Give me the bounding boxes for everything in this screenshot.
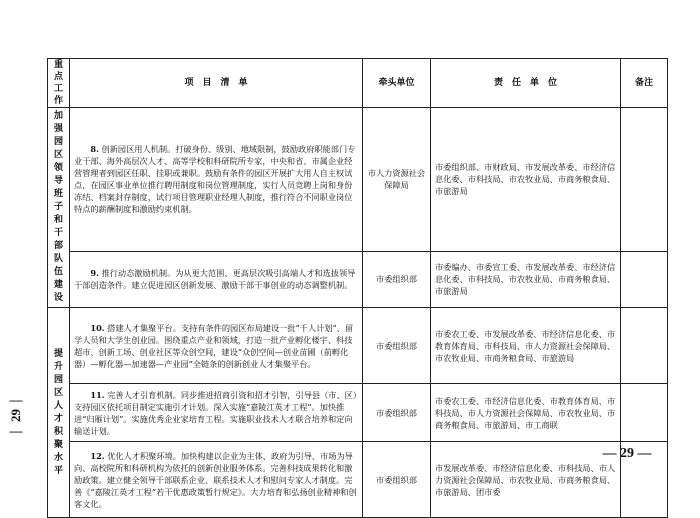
- task-number: 12.: [90, 450, 105, 461]
- note-cell: [621, 251, 668, 307]
- task-cell: [70, 251, 363, 307]
- table-row: [48, 108, 668, 252]
- table-row: [48, 308, 668, 384]
- note-cell: [621, 308, 668, 384]
- table-row: [48, 384, 668, 442]
- task-text: 搭建人才集聚平台。支持有条件的园区布局建设一批“千人计划”、留学人员和大学生创业园。围绕重点产业和领域，打造一批产业孵化楼宇、科技超市、创新工场、创业社区等众创空间，建设“众创空间—创业苗圃（前孵化器）—孵化器—加速器—产业园”全链条的创新创业人才集聚平台。: [74, 322, 354, 369]
- responsible-units-cell: 市委组织部、市财政局、市发展改革委、市经济信息化委、市科技局、市农牧业局、市商务粮食局、市旅游局: [431, 108, 621, 252]
- header-tasks: 项 目 清 单: [70, 59, 363, 108]
- task-cell: [70, 442, 363, 518]
- side-page-number: — 29 —: [8, 392, 23, 438]
- responsible-units-cell: 市发展改革委、市经济信息化委、市科技局、市人力资源社会保障局、市农牧业局、市商务粮食局、市旅游局、团市委: [431, 442, 621, 518]
- lead-unit-cell: 市人力资源社会保障局: [363, 108, 431, 252]
- lead-unit-cell: 市委组织部: [363, 384, 431, 442]
- table-row: [48, 251, 668, 307]
- task-cell: [70, 308, 363, 384]
- table-row: [48, 442, 668, 518]
- task-text: 创新园区用人机制。打破身份、级别、地域限制，鼓励政府职能部门专业干部、海外高层次人才、高等学校和科研院所专家，中央和省、市属企业经营管理者到园区任职、挂职或兼职。鼓励有条件的园区开展扩大用人自主权试点，在园区事业单位推行聘用制度和岗位管理制度，实行人员竞聘上岗和身份冻结、档案封存制度，试行项目管理职业经理人制度，推行符合不同职业岗位特点的薪酬制度和激励约束机制。: [74, 144, 356, 215]
- header-note: 备注: [621, 59, 668, 108]
- task-number: 11.: [90, 389, 105, 400]
- side-page-number-value: 29: [8, 409, 23, 422]
- footer-page-number: — 29 —: [602, 446, 652, 461]
- lead-unit-cell: 市委组织部: [363, 442, 431, 518]
- work-task-table: [47, 58, 668, 518]
- lead-unit-cell: 市委组织部: [363, 251, 431, 307]
- header-lead: 牵头单位: [363, 59, 431, 108]
- table-header-row: [48, 59, 668, 108]
- header-resp: 责 任 单 位: [431, 59, 621, 108]
- task-number: 8.: [90, 144, 99, 155]
- task-text: 优化人才积聚环境。加快构建以企业为主体、政府为引导、市场为导向、高校院所和科研机构为依托的创新创业服务体系。完善科技成果转化和激励政策。建立健全领导干部联系企业、联系技术人才和慰问专家人才制度。完善《“嘉陵江英才工程”若干优惠政策暂行规定》。大力培育和弘扬创业精神和创客文化。: [74, 450, 357, 509]
- responsible-units-cell: 市委农工委、市发展改革委、市经济信息化委、市教育体育局、市科技局、市人力资源社会保障局、市农牧业局、市商务粮食局、市旅游局: [431, 308, 621, 384]
- task-number: 9.: [90, 268, 99, 279]
- focus-cell: 提升园区人才积聚水平: [48, 308, 70, 518]
- task-text: 推行动态激励机制。为从更大范围、更高层次吸引高端人才和选拔领导干部创造条件。建立促进园区创新发展、激励干部干事创业的动态调整机制。: [74, 268, 356, 291]
- task-text: 完善人才引育机制。同步推进招商引资和招才引智，引导县（市、区）支持园区依托项目制定实施引才计划。深入实施“嘉陵江英才工程”。加快推进“归雁计划”。实施优秀企业家培育工程。实施职业技术人才联合培养和定向输送计划。: [74, 389, 357, 436]
- task-cell: [70, 384, 363, 442]
- task-number: 10.: [90, 322, 105, 333]
- note-cell: [621, 442, 668, 518]
- note-cell: [621, 384, 668, 442]
- header-focus: 重点工作: [48, 59, 70, 108]
- note-cell: [621, 108, 668, 252]
- lead-unit-cell: 市委组织部: [363, 308, 431, 384]
- focus-cell: 加强园区领导班子和干部队伍建设: [48, 108, 70, 308]
- responsible-units-cell: 市委农工委、市经济信息化委、市教育体育局、市科技局、市人力资源社会保障局、市农牧业局、市商务粮食局、市旅游局、市工商联: [431, 384, 621, 442]
- task-cell: [70, 108, 363, 252]
- responsible-units-cell: 市委编办、市委宣工委、市发展改革委、市经济信息化委、市科技局、市农牧业局、市商务粮食局、市旅游局: [431, 251, 621, 307]
